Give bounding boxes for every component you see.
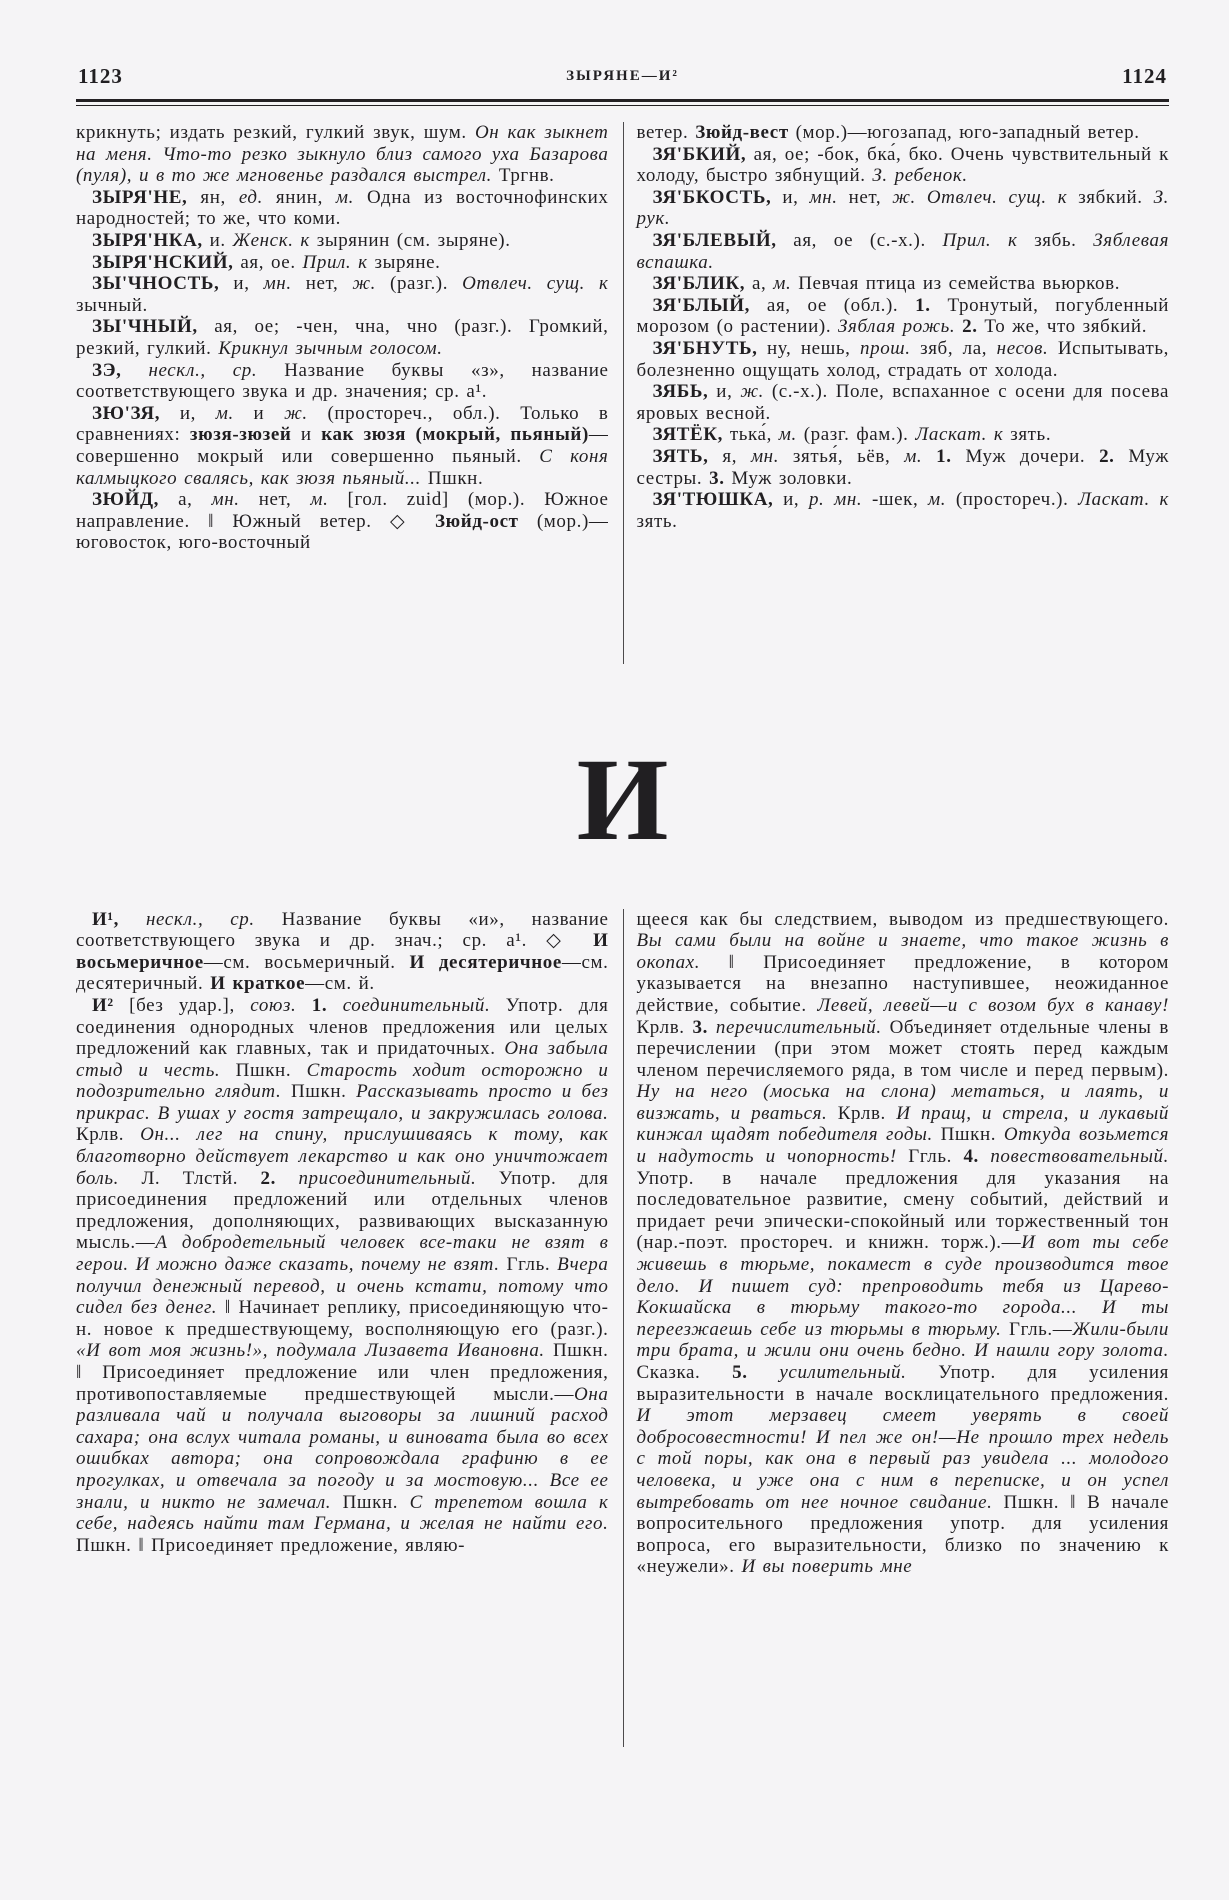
dictionary-entry: ЗЮ'ЗЯ, и, м. и ж. (простореч., обл.). Только в сравнениях: зюзя-зюзей и как зюзя (мокрый, пьяный)—совершенно мокрый или совершенно пьяный. С коня калмыцкого свалясь, как зюзя пьяный... Пшкн. (76, 402, 609, 489)
dictionary-entry: ЗЭ, нескл., ср. Название буквы «з», название соответствующего звука и др. значения; ср. а¹. (76, 359, 609, 403)
page-number-left: 1123 (78, 64, 123, 88)
dictionary-entry: ЗЫРЯ'НКА, и. Женск. к зырянин (см. зыряне). (92, 229, 511, 251)
dictionary-entry: ЗЯ'БЛИК, а, м. Певчая птица из семейства вьюрков. (652, 273, 1121, 295)
dictionary-entry: крикнуть; издать резкий, гулкий звук, шум. Он как зыкнет на меня. Что-то резко зыкнуло близ самого уха Базарова (пуля), и в то же мгновенье раздался выстрел. Тргнв. (76, 122, 609, 187)
top-columns (76, 122, 1169, 664)
dictionary-entry: И² [без удар.], союз. 1. соединительный. Употр. для соединения однородных членов предложения или целых предложений как главных, так и придаточных. Она забыла стыд и честь. Пшкн. Старость ходит осторожно и подозрительно глядит. Пшкн. Рассказывать просто и без прикрас. В ушах у гостя затрещало, и закружилась голова. Крлв. Он... лег на спину, прислушиваясь к тому, как благотворно действует лекарство и как оно уничтожает боль. Л. Тлстй. 2. присоединительный. Употр. для присоединения предложений или отдельных членов предложения, дополняющих, развивающих высказанную мысль.—А добродетельный человек все-таки не взят в герои. И можно даже сказать, почему не взят. Ггль. Вчера получил денежный перевод, и очень кстати, потому что сидел без денег. ‖ Начинает реплику, присоединяющую что-н. новое к предшествующему, восполняющую его (разг.). «И вот моя жизнь!», подумала Лизавета Ивановна. Пшкн. ‖ Присоединяет предложение или член предложения, противопоставляемые предшествующей мысли.—Она разливала чай и получала выговоры за лишний расход сахара; она вслух читала романы, и виновата была во всех ошибках автора; она сопровождала графиню в ее прогулках, и отвечала за погоду и за мостовую... Все ее знали, и никто не замечал. Пшкн. С трепетом вошла к себе, надеясь найти там Германа, и желая не найти его. Пшкн. ‖ Присоединяет предложение, являю- (76, 994, 609, 1556)
bottom-right-column (623, 909, 1170, 1747)
dictionary-entry: щееся как бы следствием, выводом из предшествующего. Вы сами были на войне и знаете, что такое жизнь в окопах. ‖ Присоединяет предложение, в котором указывается на внезапно наступившее, неожиданное действие, событие. Левей, левей—и с возом бух в канаву! Крлв. 3. перечислительный. Объединяет отдельные члены в перечислении (при этом может стоять перед каждым членом перечисляемого ряда, в том числе и перед первым). Ну на него (моська на слона) метаться, и лаять, и визжать, и рваться. Крлв. И пращ, и стрела, и лукавый кинжал щадят победителя годы. Пшкн. Откуда возьмется и надутость и чопорность! Ггль. 4. повествовательный. Употр. в начале предложения для указания на последовательное развитие, смену событий, действий и придает речи эпически-спокойный или торжественный тон (нар.-поэт. простореч. и книжн. торж.).—И вот ты себе живешь в тюрьме, покамест в суде производится твое дело. И пишет суд: препроводить тебя из Царево-Кокшайска в тюрьму такого-то города... И ты переезжаешь себе из тюрьмы в тюрьму. Ггль.—Жили-были три брата, и жили они очень бедно. И нашли гору золота. Сказка. 5. усилительный. Употр. для усиления выразительности в начале восклицательного предложения. И этот мерзавец смеет уверять в своей добросовестности! И пел же он!—Не прошло трех недель с той поры, как она в первый раз увидела ... молодого человека, и уже она с ним в переписке, и он успел вытребовать от нее ночное свидание. Пшкн. ‖ В начале вопросительного предложения употр. для усиления вопроса, его выразительности, близко по значению к «неужели». И вы поверить мне (636, 908, 1169, 1578)
bottom-left-column (76, 909, 623, 1747)
dictionary-entry: И¹, нескл., ср. Название буквы «и», название соответствующего звука и др. знач.; ср. а¹. ◇ И восьмеричное—см. восьмеричный. И десятеричное—см. десятеричный. И краткое—см. й. (76, 908, 609, 995)
page-content (76, 122, 1169, 1747)
dictionary-entry: ЗЯ'БНУТЬ, ну, нешь, прош. зяб, ла, несов. Испытывать, болезненно ощущать холод, страдать от холода. (636, 337, 1169, 381)
dictionary-entry: ЗЫ'ЧНОСТЬ, и, мн. нет, ж. (разг.). Отвлеч. сущ. к зычный. (76, 273, 609, 316)
dictionary-entry: ЗЯ'БЛЕВЫЙ, ая, ое (с.-х.). Прил. к зябь. Зяблевая вспашка. (636, 229, 1169, 273)
header-rule (76, 99, 1169, 106)
top-left-column (76, 122, 623, 664)
dictionary-entry: ветер. Зюйд-вест (мор.)—югозапад, юго-западный ветер. (636, 122, 1140, 143)
dictionary-entry: ЗЯ'ТЮШКА, и, р. мн. -шек, м. (простореч.). Ласкат. к зять. (636, 489, 1169, 532)
running-head: ЗЫРЯНЕ—И² (566, 68, 679, 84)
top-right-column (623, 122, 1170, 664)
section-letter-heading: И (576, 734, 669, 865)
page-number-right: 1124 (1122, 64, 1167, 88)
dictionary-entry: ЗЯБЬ, и, ж. (с.-х.). Поле, вспаханное с осени для посева яровых весной. (636, 381, 1169, 424)
dictionary-entry: ЗЫРЯ'НЕ, ян, ед. янин, м. Одна из восточнофинских народностей; то же, что коми. (76, 186, 609, 230)
dictionary-entry: ЗЫРЯ'НСКИЙ, ая, ое. Прил. к зыряне. (92, 251, 441, 273)
dictionary-entry: ЗЯ'БЛЫЙ, ая, ое (обл.). 1. Тронутый, погубленный морозом (о растении). Зяблая рожь. 2. То же, что зябкий. (636, 294, 1169, 338)
dictionary-entry: ЗЯТЁК, тька́, м. (разг. фам.). Ласкат. к зять. (652, 424, 1052, 446)
dictionary-entry: ЗЯ'БКИЙ, ая, ое; -бок, бка́, бко. Очень чувствительный к холоду, быстро зябнущий. З. ребенок. (636, 143, 1169, 187)
bottom-columns (76, 909, 1169, 1747)
dictionary-entry: ЗЯ'БКОСТЬ, и, мн. нет, ж. Отвлеч. сущ. к зябкий. З. рук. (636, 186, 1169, 230)
dictionary-entry: ЗЯТЬ, я, мн. зятья́, ьёв, м. 1. Муж дочери. 2. Муж сестры. 3. Муж золовки. (636, 445, 1169, 489)
dictionary-entry: ЗЮЙД, а, мн. нет, м. [гол. zuid] (мор.). Южное направление. ‖ Южный ветер. ◇ Зюйд-ост (мор.)—юговосток, юго-восточный (76, 489, 609, 554)
page-header (78, 64, 1167, 90)
dictionary-entry: ЗЫ'ЧНЫЙ, ая, ое; -чен, чна, чно (разг.). Громкий, резкий, гулкий. Крикнул зычным голосом. (76, 316, 609, 359)
